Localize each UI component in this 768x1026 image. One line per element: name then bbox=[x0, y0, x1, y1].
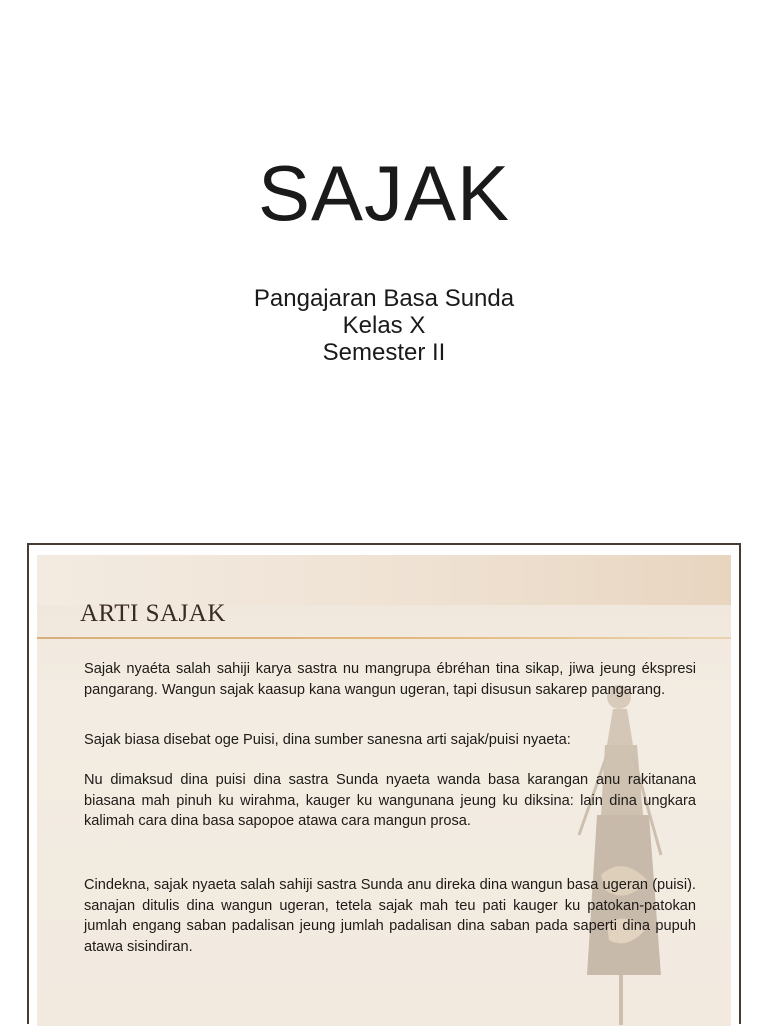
content-slide bbox=[37, 555, 731, 1026]
subtitle-line-subject: Pangajaran Basa Sunda bbox=[253, 285, 515, 312]
subtitle-line-semester: Semester II bbox=[322, 339, 446, 366]
paragraph-puisi-sunda: Nu dimaksud dina puisi dina sastra Sunda nyaeta wanda basa karangan anu rakitanana biasana mah pinuh ku wirahma, kauger ku wangunana jeung ku diksina: lain dina ungkara kalimah cara dina basa sapopoe atawa cara mangun prosa. bbox=[84, 772, 696, 829]
slide-title: SAJAK bbox=[257, 149, 511, 237]
subtitle-line-class: Kelas X bbox=[342, 312, 426, 339]
header-band bbox=[37, 555, 731, 605]
slide-subtitle bbox=[0, 285, 768, 366]
section-heading: ARTI SAJAK bbox=[80, 600, 226, 627]
paragraph-alias: Sajak biasa disebat oge Puisi, dina sumber sanesna arti sajak/puisi nyaeta: bbox=[84, 732, 571, 748]
paragraph-definition: Sajak nyaéta salah sahiji karya sastra nu mangrupa ébréhan tina sikap, jiwa jeung ékspresi pangarang. Wangun sajak kaasup kana wangun ugeran, tapi disusun sakarep pangarang. bbox=[84, 661, 696, 698]
content-slide-frame bbox=[27, 543, 741, 1024]
wayang-puppet-icon bbox=[557, 675, 677, 1025]
heading-divider bbox=[37, 637, 731, 639]
paragraph-conclusion: Cindekna, sajak nyaeta salah sahiji sastra Sunda anu direka dina wangun basa ugeran (puisi). sanajan ditulis dina wangun ugeran, tetela sajak mah teu pati kauger ku patokan-patokan jumlah engang saban padalisan jeung jumlah padalisan dina saban pada saperti dina pupuh atawa sisindiran. bbox=[84, 877, 696, 955]
